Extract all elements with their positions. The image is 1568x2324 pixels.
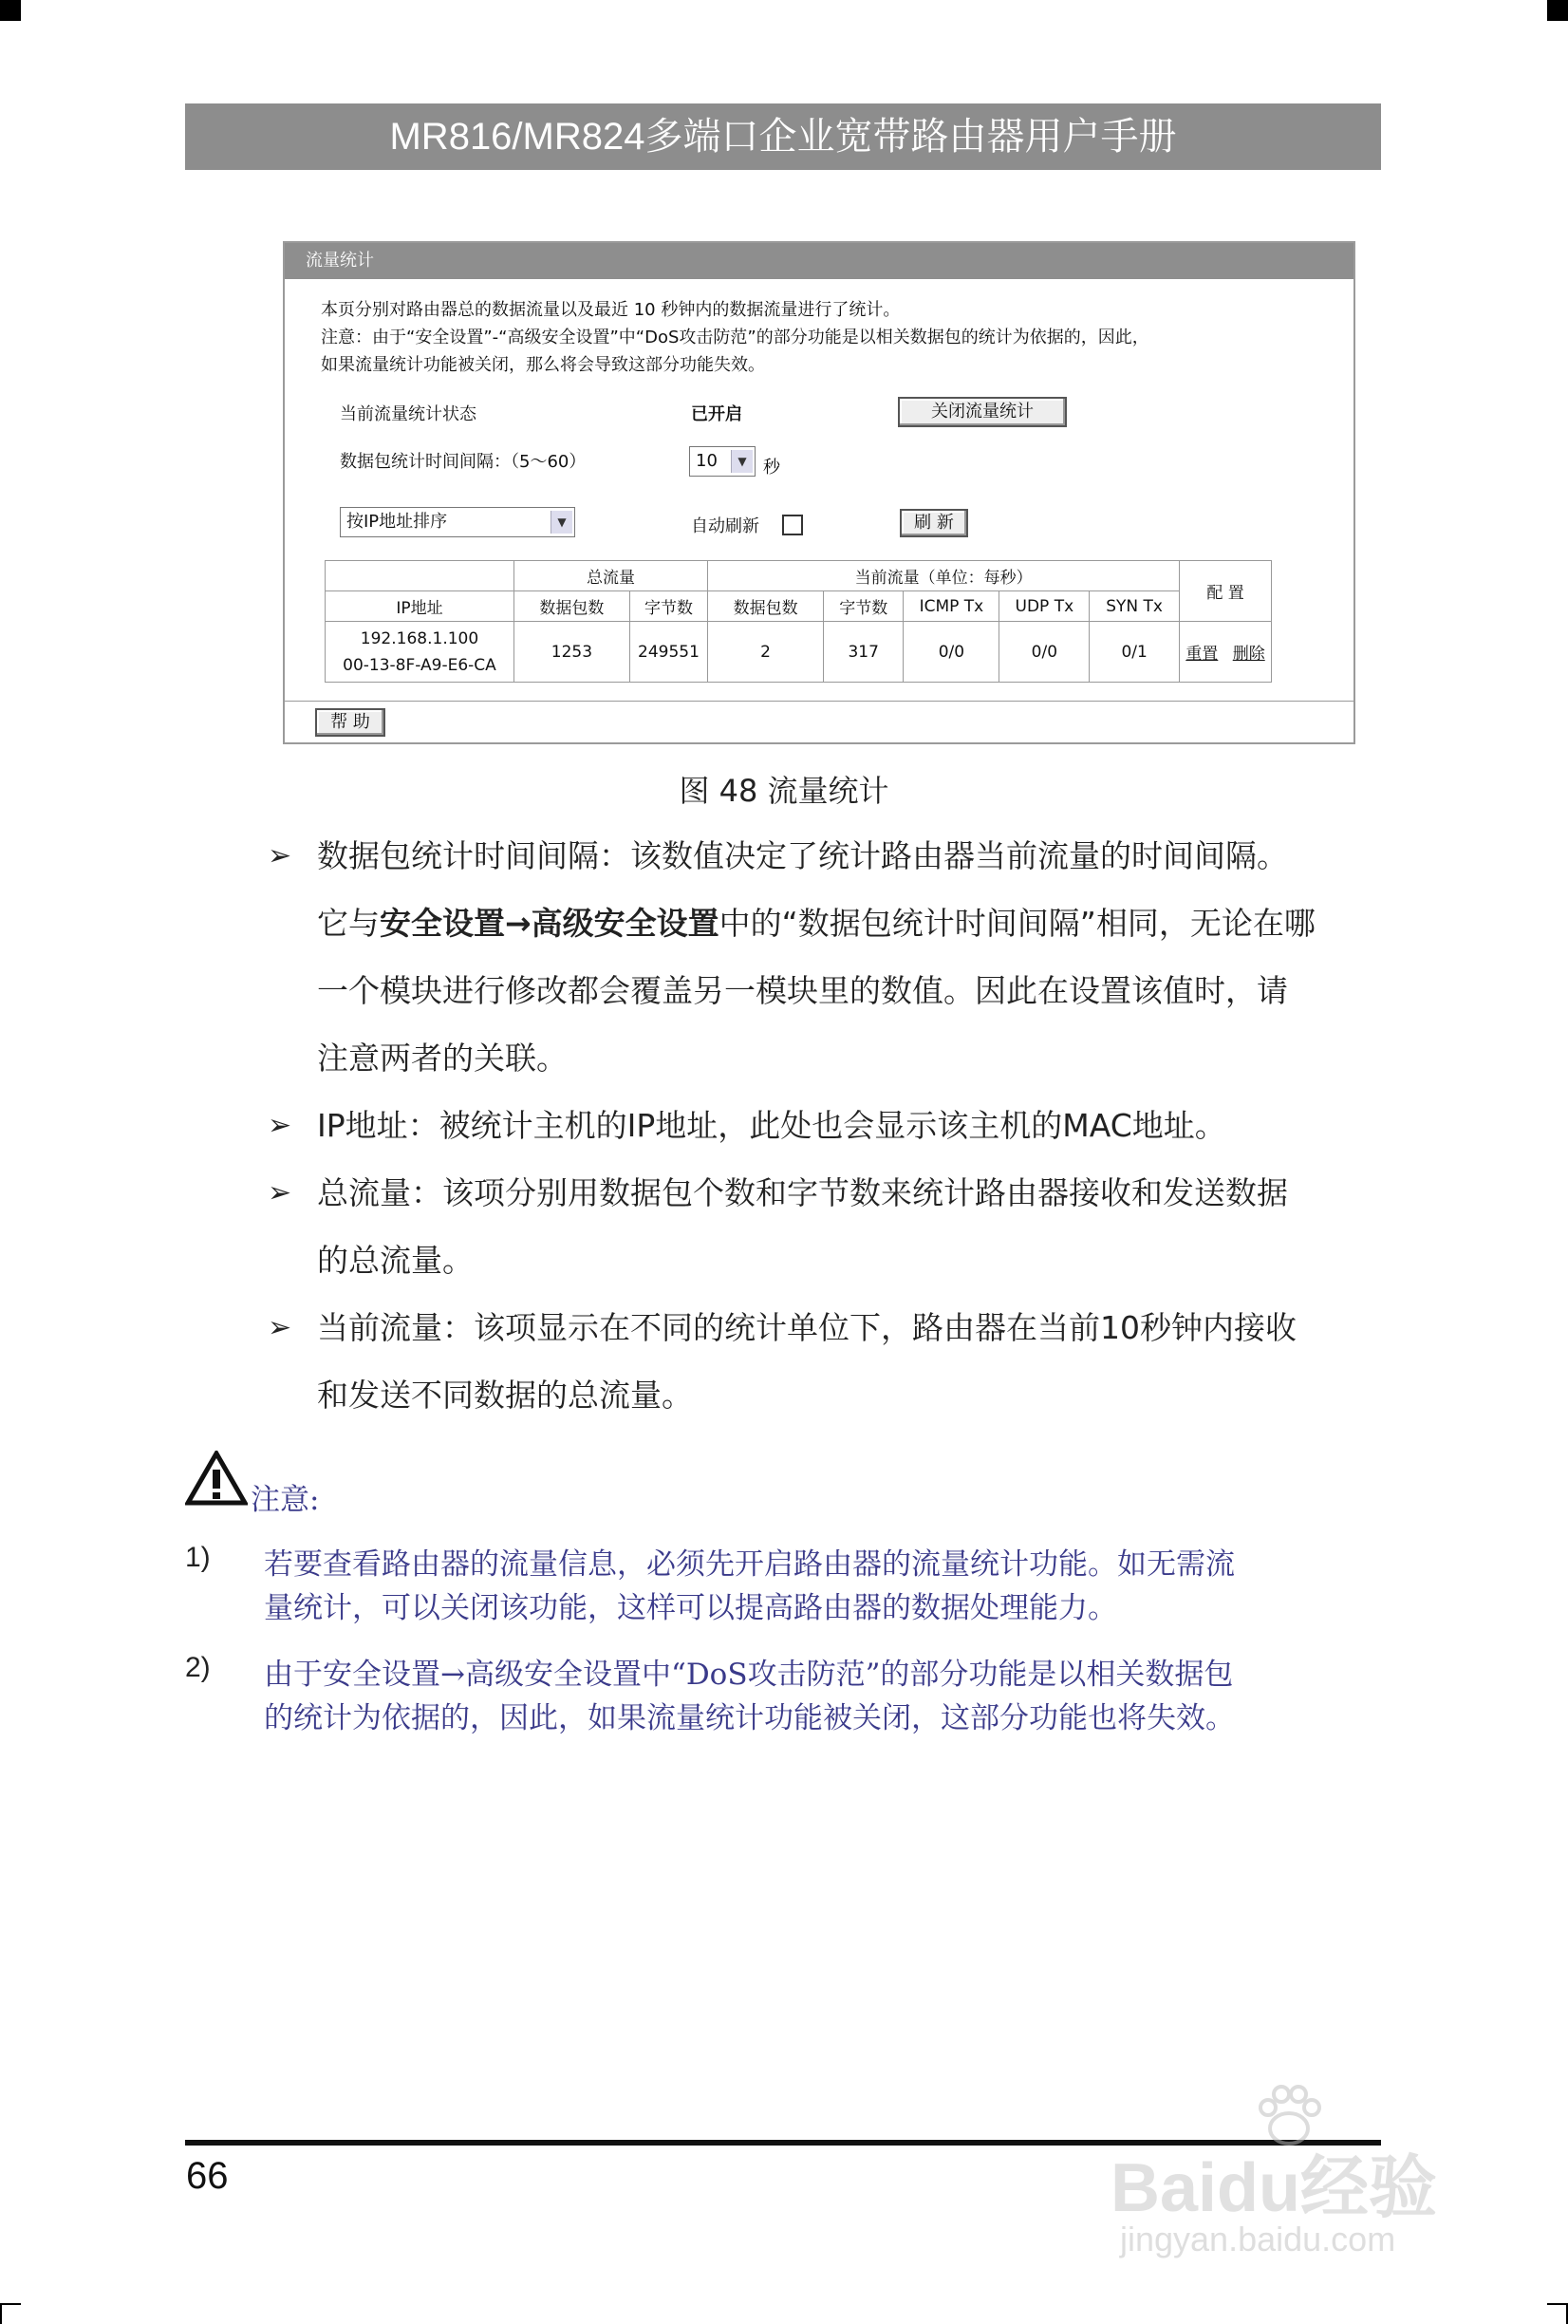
crop-mark xyxy=(0,2303,2,2324)
bullet-item xyxy=(268,822,1407,1092)
bullet-line: 和发送不同数据的总流量。 xyxy=(317,1377,693,1414)
table-header-cell: IP地址 xyxy=(326,591,514,622)
note-title: 注意: xyxy=(251,1483,320,1517)
page-number: 66 xyxy=(186,2155,229,2197)
panel-title: 流量统计 xyxy=(285,243,1353,279)
interval-value: 10 xyxy=(696,451,718,471)
mac-address: 00-13-8F-A9-E6-CA xyxy=(343,655,496,675)
table-cell: 0/0 xyxy=(904,622,999,683)
chevron-down-icon: ▼ xyxy=(551,511,572,534)
table-cell: 249551 xyxy=(629,622,707,683)
table-header-cell: 数据包数 xyxy=(708,591,824,622)
arrow-bullet-icon: ➢ xyxy=(268,1311,292,1344)
watermark-brand: Baidu经验 xyxy=(1111,2150,1438,2226)
intro-line: 本页分别对路由器总的数据流量以及最近 10 秒钟内的数据流量进行了统计。 xyxy=(321,300,901,320)
status-label: 当前流量统计状态 xyxy=(340,404,476,424)
ip-cell xyxy=(326,622,514,683)
note-line: 由于安全设置→高级安全设置中“DoS攻击防范”的部分功能是以相关数据包 xyxy=(264,1658,1234,1692)
ip-address: 192.168.1.100 xyxy=(360,628,479,648)
arrow-bullet-icon: ➢ xyxy=(268,1109,292,1142)
intro-line: 注意：由于“安全设置”-“高级安全设置”中“DoS攻击防范”的部分功能是以相关数据包的统计为依据的，因此， xyxy=(321,328,1149,347)
panel-divider xyxy=(285,701,1353,702)
toggle-stats-button[interactable]: 关闭流量统计 xyxy=(898,397,1067,427)
table-header-cell: 当前流量（单位：每秒） xyxy=(708,561,1180,591)
note-number: 2) xyxy=(185,1652,211,1683)
bullet-line: 总流量：该项分别用数据包个数和字节数来统计路由器接收和发送数据 xyxy=(317,1174,1288,1211)
table-header-cell: ICMP Tx xyxy=(904,591,999,622)
intro-line: 如果流量统计功能被关闭，那么将会导致这部分功能失效。 xyxy=(321,355,765,375)
arrow-bullet-icon: ➢ xyxy=(268,1176,292,1209)
table-header-cell: 字节数 xyxy=(629,591,707,622)
refresh-button[interactable]: 刷 新 xyxy=(900,509,968,537)
config-cell xyxy=(1180,622,1272,683)
bullet-text: 中的“数据包统计时间间隔”相同，无论在哪 xyxy=(719,905,1316,942)
interval-select[interactable] xyxy=(689,446,756,477)
figure-caption: 图 48 流量统计 xyxy=(679,773,889,809)
sort-select[interactable] xyxy=(340,507,575,537)
sort-value: 按IP地址排序 xyxy=(346,512,448,532)
bullet-line: 的总流量。 xyxy=(317,1242,474,1279)
table-header-cell: 配 置 xyxy=(1180,561,1272,622)
table-cell: 0/0 xyxy=(999,622,1090,683)
watermark-url: jingyan.baidu.com xyxy=(1120,2220,1396,2258)
bullet-line: IP地址：被统计主机的IP地址，此处也会显示该主机的MAC地址。 xyxy=(317,1107,1226,1144)
interval-label: 数据包统计时间间隔：（5～60） xyxy=(340,452,587,472)
status-value: 已开启 xyxy=(691,404,742,424)
help-button[interactable]: 帮 助 xyxy=(315,708,385,737)
arrow-bullet-icon: ➢ xyxy=(268,839,292,872)
table-row xyxy=(326,622,1272,683)
table-header-cell xyxy=(326,561,514,591)
crop-mark xyxy=(0,0,21,21)
note-number: 1) xyxy=(185,1542,211,1573)
chevron-down-icon: ▼ xyxy=(731,450,753,473)
bullet-line: 当前流量：该项显示在不同的统计单位下，路由器在当前10秒钟内接收 xyxy=(317,1309,1297,1346)
bullet-line: 数据包统计时间间隔：该数值决定了统计路由器当前流量的时间间隔。 xyxy=(317,837,1288,874)
bullet-bold-text: 安全设置→高级安全设置 xyxy=(380,905,719,942)
crop-mark xyxy=(1547,2303,1568,2305)
crop-mark xyxy=(1547,0,1568,21)
table-cell: 317 xyxy=(824,622,904,683)
bullet-item xyxy=(268,1092,1407,1159)
table-cell: 1253 xyxy=(513,622,629,683)
table-header-cell: SYN Tx xyxy=(1090,591,1180,622)
interval-unit: 秒 xyxy=(763,458,780,478)
auto-refresh-label: 自动刷新 xyxy=(691,516,759,536)
table-header-cell: UDP Tx xyxy=(999,591,1090,622)
bullet-line xyxy=(317,890,1407,957)
reset-link[interactable]: 重置 xyxy=(1185,645,1219,664)
delete-link[interactable]: 删除 xyxy=(1232,645,1265,664)
crop-mark xyxy=(0,2303,21,2305)
note-line: 的统计为依据的，因此，如果流量统计功能被关闭，这部分功能也将失效。 xyxy=(264,1701,1235,1735)
note-line: 量统计，可以关闭该功能，这样可以提高路由器的数据处理能力。 xyxy=(264,1591,1117,1625)
table-header-cell: 数据包数 xyxy=(513,591,629,622)
warning-icon xyxy=(185,1451,248,1506)
bullet-item xyxy=(268,1294,1407,1429)
bullet-line: 一个模块进行修改都会覆盖另一模块里的数值。因此在设置该值时，请 xyxy=(317,972,1288,1009)
bullet-text: 它与 xyxy=(317,905,380,942)
note-line: 若要查看路由器的流量信息，必须先开启路由器的流量统计功能。如无需流 xyxy=(264,1547,1235,1582)
table-cell: 0/1 xyxy=(1090,622,1180,683)
table-header-cell: 总流量 xyxy=(513,561,707,591)
bullet-item xyxy=(268,1159,1407,1294)
table-cell: 2 xyxy=(708,622,824,683)
traffic-stats-panel xyxy=(283,241,1355,744)
traffic-table xyxy=(325,560,1272,683)
bullet-line: 注意两者的关联。 xyxy=(317,1040,568,1077)
table-header-cell: 字节数 xyxy=(824,591,904,622)
manual-header: MR816/MR824多端口企业宽带路由器用户手册 xyxy=(185,103,1381,170)
auto-refresh-checkbox[interactable] xyxy=(782,515,803,535)
